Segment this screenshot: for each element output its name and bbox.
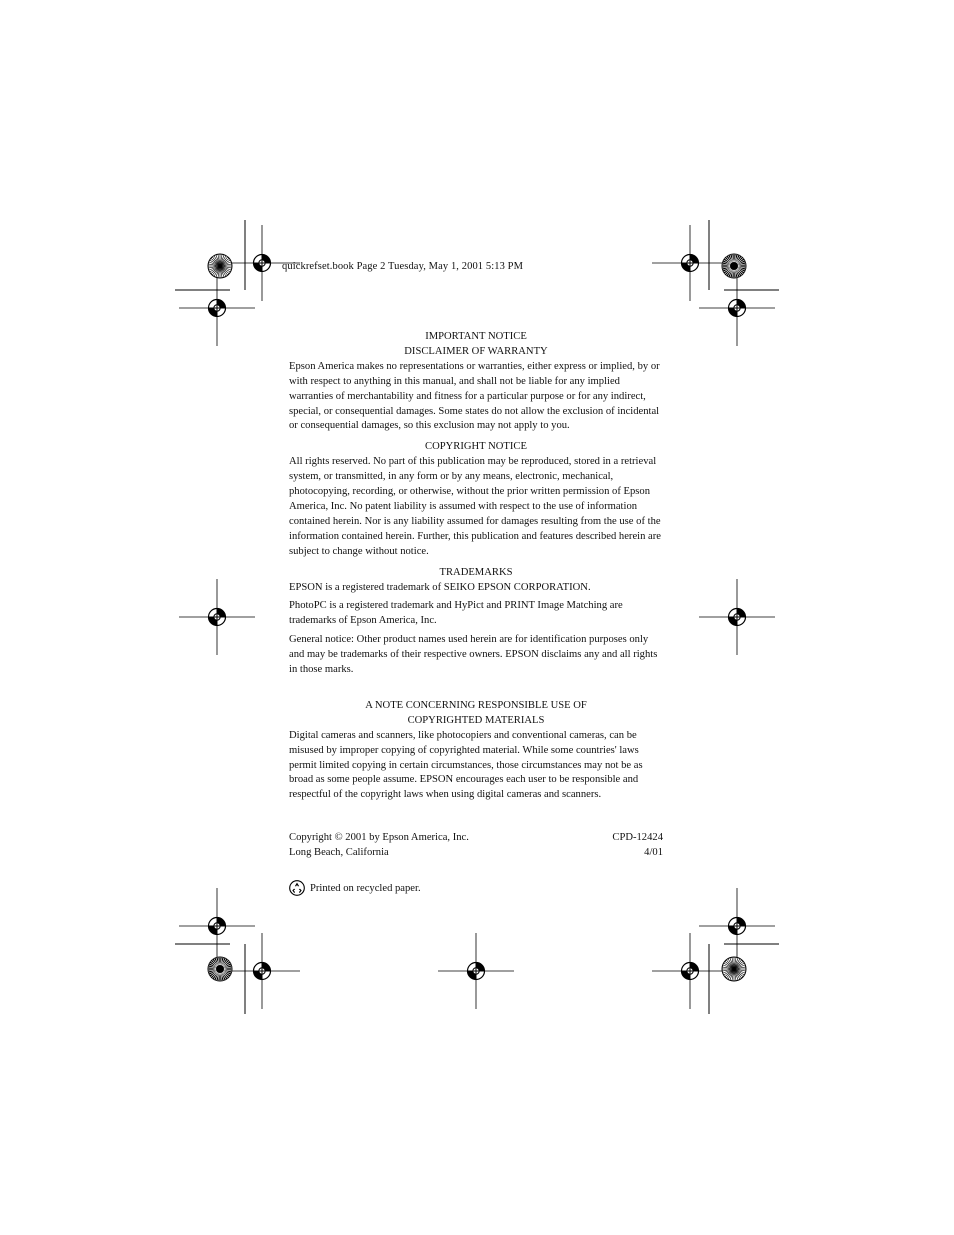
registration-mark [224,933,300,1009]
copyright-notice-body: All rights reserved. No part of this publication may be reproduced, stored in a retrieval system, or transmitted, in any form or by any means, electronic, mechanical, photocopying, recording, or otherwise, without the prior written permission of Epson America, Inc. No patent liability is assumed with respect to the use of information contained herein. Nor is any liability assumed for damages resulting from the use of the information contained herein. Further, this publication and features described herein are subject to change without notice. [289,456,661,557]
copyright-notice-title: COPYRIGHT NOTICE [425,441,527,453]
registration-mark [699,888,775,964]
registration-mark [179,888,255,964]
starburst-mark [722,254,746,278]
page-content [289,330,663,861]
copyrighted-materials-title: COPYRIGHTED MATERIALS [407,714,545,726]
footer-row-1 [289,831,663,846]
important-notice-title: IMPORTANT NOTICE [425,331,527,342]
recycle-icon [289,880,305,896]
registration-mark [699,579,775,655]
footer-location: Long Beach, California [289,847,389,859]
responsible-use-title: A NOTE CONCERNING RESPONSIBLE USE OF [365,699,587,711]
registration-mark [179,270,255,346]
registration-mark [652,225,728,301]
footer-code: CPD-12424 [612,832,663,844]
starburst-mark [208,254,232,278]
recycled-text: Printed on recycled paper. [310,882,421,894]
footer-copyright: Copyright © 2001 by Epson America, Inc. [289,832,469,844]
footer-date: 4/01 [644,847,663,859]
registration-mark [179,579,255,655]
recycled-note [289,880,421,896]
disclaimer-title: DISCLAIMER OF WARRANTY [404,345,548,357]
footer-row-2 [289,846,663,861]
trademarks-photopc: PhotoPC is a registered trademark and HyPict and PRINT Image Matching are trademarks of Epson America, Inc. [289,600,623,627]
registration-mark [699,270,775,346]
disclaimer-body: Epson America makes no representations or warranties, either express or implied, by or with respect to anything in this manual, and shall not be liable for any implied warranties of merchantability and fitness for a particular purpose or for any indirect, special, or consequential damages. Some states do not allow the exclusion of incidental or consequential damages, so this exclusion may not apply to you. [289,360,660,432]
responsible-use-body: Digital cameras and scanners, like photocopiers and conventional cameras, can be misused by improper copying of copyrighted material. While some countries' laws permit limited copying in certain circumstances, those circumstances may not be as broad as some people assume. EPSON encourages each user to be responsible and respectful of the copyright laws when using digital cameras and scanners. [289,729,643,801]
starburst-mark [722,957,746,981]
trademarks-title: TRADEMARKS [439,566,513,578]
starburst-mark [208,957,232,981]
trademarks-general-notice: General notice: Other product names used herein are for identification purposes only and may be trademarks of their respective owners. EPSON disclaims any and all rights in those marks. [289,634,658,676]
registration-mark [438,933,514,1009]
slug-line: quickrefset.book Page 2 Tuesday, May 1, 2001 5:13 PM [282,261,524,272]
trademarks-epson: EPSON is a registered trademark of SEIKO EPSON CORPORATION. [289,581,591,593]
registration-mark [652,933,728,1009]
